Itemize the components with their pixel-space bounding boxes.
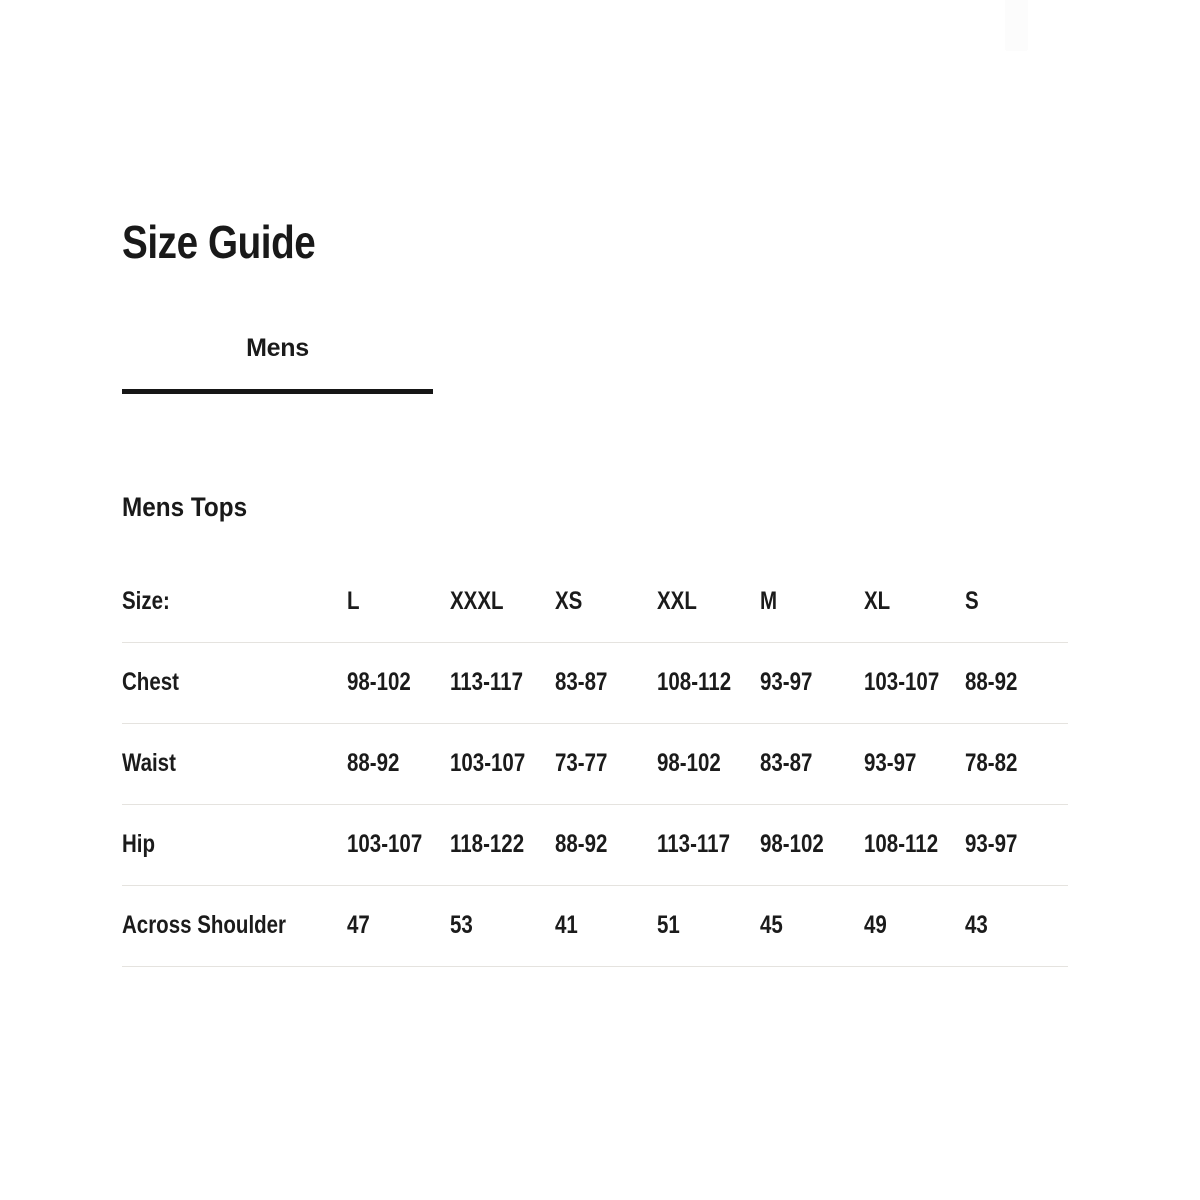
table-cell: 49: [864, 911, 887, 940]
tab-mens[interactable]: Mens: [122, 335, 433, 363]
table-row-chest: [122, 643, 1068, 724]
table-cell: 88-92: [347, 749, 400, 778]
scrollbar-thumb[interactable]: [1006, 0, 1027, 50]
table-header-row: [122, 562, 1068, 643]
table-cell: 98-102: [760, 830, 824, 859]
column-header-xs: XS: [555, 587, 583, 616]
table-cell: 108-112: [864, 830, 939, 859]
table-cell: 93-97: [760, 668, 813, 697]
table-cell: 98-102: [657, 749, 721, 778]
row-label: Chest: [122, 668, 179, 697]
row-label: Hip: [122, 830, 156, 859]
column-header-xl: XL: [864, 587, 891, 616]
table-cell: 51: [657, 911, 680, 940]
table-cell: 53: [450, 911, 473, 940]
column-header-xxl: XXL: [657, 587, 697, 616]
table-cell: 103-107: [864, 668, 940, 697]
table-cell: 47: [347, 911, 370, 940]
column-header-l: L: [347, 587, 360, 616]
table-cell: 103-107: [450, 749, 526, 778]
active-tab-underline: [122, 389, 433, 394]
table-cell: 45: [760, 911, 783, 940]
table-cell: 98-102: [347, 668, 411, 697]
table-cell: 88-92: [555, 830, 608, 859]
row-label: Waist: [122, 749, 176, 778]
table-cell: 113-117: [450, 668, 523, 697]
table-cell: 103-107: [347, 830, 423, 859]
size-header-label: Size:: [122, 587, 170, 616]
table-cell: 41: [555, 911, 578, 940]
row-label: Across Shoulder: [122, 911, 287, 940]
column-header-xxxl: XXXL: [450, 587, 504, 616]
table-cell: 108-112: [657, 668, 732, 697]
table-cell: 93-97: [864, 749, 917, 778]
table-cell: 93-97: [965, 830, 1018, 859]
table-cell: 83-87: [760, 749, 813, 778]
column-header-s: S: [965, 587, 979, 616]
gender-tabbar: [122, 335, 433, 363]
table-cell: 78-82: [965, 749, 1018, 778]
table-cell: 118-122: [450, 830, 525, 859]
page-title: Size Guide: [122, 216, 316, 268]
table-cell: 43: [965, 911, 988, 940]
table-cell: 88-92: [965, 668, 1018, 697]
section-heading: Mens Tops: [122, 492, 248, 522]
size-table: [122, 562, 1068, 967]
table-cell: 73-77: [555, 749, 608, 778]
table-row-waist: [122, 724, 1068, 805]
table-row-across-shoulder: [122, 886, 1068, 967]
table-cell: 113-117: [657, 830, 730, 859]
table-cell: 83-87: [555, 668, 608, 697]
table-row-hip: [122, 805, 1068, 886]
column-header-m: M: [760, 587, 778, 616]
